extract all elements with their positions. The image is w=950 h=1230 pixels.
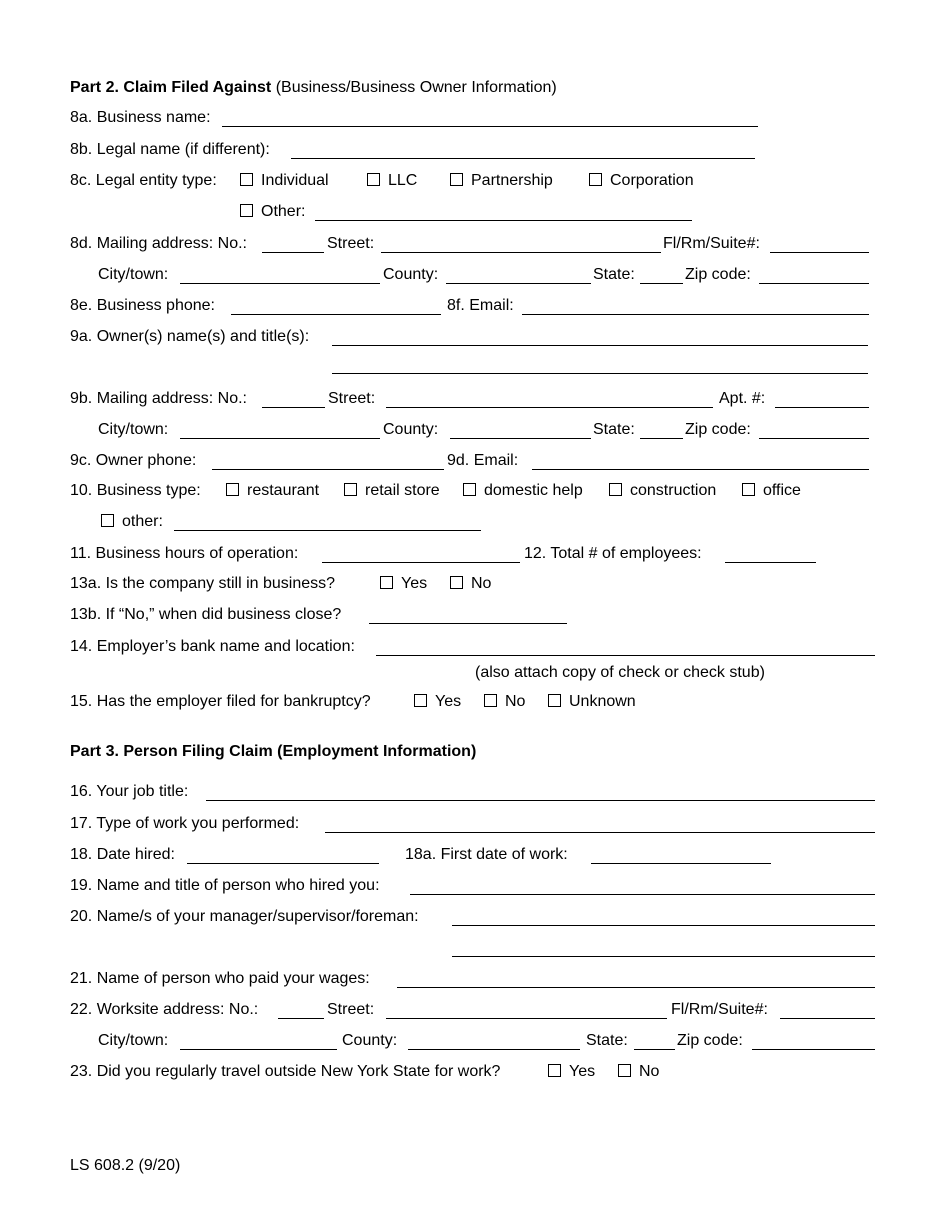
business-zip-label: Zip code: <box>685 266 751 283</box>
business-zip-field[interactable] <box>759 283 869 284</box>
owner-street-field[interactable] <box>386 407 713 408</box>
business-email-field[interactable] <box>522 314 869 315</box>
worksite-street-label: Street: <box>327 1001 375 1018</box>
type-construction-checkbox[interactable] <box>609 483 622 496</box>
owner-city-field[interactable] <box>180 438 380 439</box>
worksite-no-field[interactable] <box>278 1018 324 1019</box>
travel-yes-checkbox[interactable] <box>548 1064 561 1077</box>
business-hours-label: 11. Business hours of operation: <box>70 545 299 562</box>
entity-llc-checkbox[interactable] <box>367 173 380 186</box>
type-of-work-field[interactable] <box>325 832 875 833</box>
entity-corporation-label: Corporation <box>610 172 694 189</box>
worksite-zip-label: Zip code: <box>677 1032 743 1049</box>
legal-name-field[interactable] <box>291 158 755 159</box>
still-in-business-no-checkbox[interactable] <box>450 576 463 589</box>
entity-other-field[interactable] <box>315 220 692 221</box>
date-hired-label: 18. Date hired: <box>70 846 175 863</box>
travel-outside-ny-label: 23. Did you regularly travel outside New York State for work? <box>70 1063 501 1080</box>
still-in-business-yes-checkbox[interactable] <box>380 576 393 589</box>
legal-name-label: 8b. Legal name (if different): <box>70 141 270 158</box>
business-street-label: Street: <box>327 235 375 252</box>
business-fl-rm-suite-label: Fl/Rm/Suite#: <box>663 235 760 252</box>
bankruptcy-label: 15. Has the employer filed for bankruptcy? <box>70 693 371 710</box>
business-phone-label: 8e. Business phone: <box>70 297 215 314</box>
date-hired-field[interactable] <box>187 863 379 864</box>
entity-partnership-checkbox[interactable] <box>450 173 463 186</box>
type-restaurant-label: restaurant <box>247 482 320 499</box>
total-employees-field[interactable] <box>725 562 816 563</box>
business-name-label: 8a. Business name: <box>70 109 211 126</box>
travel-no-label: No <box>639 1063 660 1080</box>
business-hours-field[interactable] <box>322 562 520 563</box>
paid-by-field[interactable] <box>397 987 875 988</box>
entity-llc-label: LLC <box>388 172 418 189</box>
bankruptcy-unknown-label: Unknown <box>569 693 636 710</box>
bank-name-field[interactable] <box>376 655 875 656</box>
business-county-field[interactable] <box>446 283 591 284</box>
total-employees-label: 12. Total # of employees: <box>524 545 702 562</box>
owner-address-no-field[interactable] <box>262 407 325 408</box>
first-date-of-work-field[interactable] <box>591 863 771 864</box>
still-in-business-no-label: No <box>471 575 492 592</box>
owner-state-field[interactable] <box>640 438 683 439</box>
still-in-business-yes-label: Yes <box>401 575 428 592</box>
worksite-street-field[interactable] <box>386 1018 667 1019</box>
worksite-city-field[interactable] <box>180 1049 337 1050</box>
owner-street-label: Street: <box>328 390 376 407</box>
job-title-field[interactable] <box>206 800 875 801</box>
owner-county-label: County: <box>383 421 439 438</box>
owner-phone-label: 9c. Owner phone: <box>70 452 197 469</box>
bankruptcy-no-label: No <box>505 693 526 710</box>
bankruptcy-yes-checkbox[interactable] <box>414 694 427 707</box>
type-restaurant-checkbox[interactable] <box>226 483 239 496</box>
manager-label: 20. Name/s of your manager/supervisor/foreman: <box>70 908 419 925</box>
still-in-business-label: 13a. Is the company still in business? <box>70 575 336 592</box>
entity-other-label: Other: <box>261 203 306 220</box>
type-construction-label: construction <box>630 482 717 499</box>
type-retail-store-checkbox[interactable] <box>344 483 357 496</box>
bankruptcy-yes-label: Yes <box>435 693 462 710</box>
type-other-field[interactable] <box>174 530 481 531</box>
owner-zip-field[interactable] <box>759 438 869 439</box>
type-other-label: other: <box>122 513 163 530</box>
entity-corporation-checkbox[interactable] <box>589 173 602 186</box>
owner-address-label: 9b. Mailing address: No.: <box>70 390 247 407</box>
type-domestic-help-checkbox[interactable] <box>463 483 476 496</box>
business-name-field[interactable] <box>222 126 758 127</box>
worksite-fl-rm-suite-field[interactable] <box>780 1018 875 1019</box>
business-county-label: County: <box>383 266 439 283</box>
business-city-label: City/town: <box>98 266 169 283</box>
business-email-label: 8f. Email: <box>447 297 514 314</box>
business-street-field[interactable] <box>381 252 661 253</box>
owner-names-label: 9a. Owner(s) name(s) and title(s): <box>70 328 310 345</box>
travel-no-checkbox[interactable] <box>618 1064 631 1077</box>
worksite-state-label: State: <box>586 1032 628 1049</box>
entity-other-checkbox[interactable] <box>240 204 253 217</box>
owner-names-field-2[interactable] <box>332 373 868 374</box>
manager-field-2[interactable] <box>452 956 875 957</box>
worksite-address-label: 22. Worksite address: No.: <box>70 1001 259 1018</box>
entity-partnership-label: Partnership <box>471 172 553 189</box>
business-state-field[interactable] <box>640 283 683 284</box>
business-city-field[interactable] <box>180 283 380 284</box>
owner-email-field[interactable] <box>532 469 869 470</box>
worksite-county-label: County: <box>342 1032 398 1049</box>
business-type-label: 10. Business type: <box>70 482 201 499</box>
hired-by-field[interactable] <box>410 894 875 895</box>
worksite-city-label: City/town: <box>98 1032 169 1049</box>
owner-apt-field[interactable] <box>775 407 869 408</box>
type-retail-store-label: retail store <box>365 482 440 499</box>
travel-yes-label: Yes <box>569 1063 596 1080</box>
owner-zip-label: Zip code: <box>685 421 751 438</box>
worksite-state-field[interactable] <box>634 1049 675 1050</box>
type-domestic-help-label: domestic help <box>484 482 583 499</box>
manager-field[interactable] <box>452 925 875 926</box>
legal-entity-label: 8c. Legal entity type: <box>70 172 217 189</box>
business-state-label: State: <box>593 266 635 283</box>
worksite-zip-field[interactable] <box>752 1049 875 1050</box>
bankruptcy-unknown-checkbox[interactable] <box>548 694 561 707</box>
worksite-fl-rm-suite-label: Fl/Rm/Suite#: <box>671 1001 768 1018</box>
type-office-checkbox[interactable] <box>742 483 755 496</box>
owner-names-field[interactable] <box>332 345 868 346</box>
owner-email-label: 9d. Email: <box>447 452 519 469</box>
hired-by-label: 19. Name and title of person who hired you: <box>70 877 380 894</box>
part3-heading: Part 3. Person Filing Claim (Employment Information) <box>70 743 477 760</box>
worksite-county-field[interactable] <box>408 1049 580 1050</box>
entity-individual-checkbox[interactable] <box>240 173 253 186</box>
bank-name-label: 14. Employer’s bank name and location: <box>70 638 355 655</box>
paid-by-label: 21. Name of person who paid your wages: <box>70 970 370 987</box>
bankruptcy-no-checkbox[interactable] <box>484 694 497 707</box>
owner-city-label: City/town: <box>98 421 169 438</box>
bank-note: (also attach copy of check or check stub) <box>475 664 765 681</box>
business-address-no-field[interactable] <box>262 252 324 253</box>
business-address-label: 8d. Mailing address: No.: <box>70 235 247 252</box>
owner-county-field[interactable] <box>450 438 591 439</box>
job-title-label: 16. Your job title: <box>70 783 189 800</box>
business-close-date-label: 13b. If “No,” when did business close? <box>70 606 342 623</box>
owner-apt-label: Apt. #: <box>719 390 766 407</box>
owner-state-label: State: <box>593 421 635 438</box>
type-other-checkbox[interactable] <box>101 514 114 527</box>
form-id: LS 608.2 (9/20) <box>70 1157 181 1174</box>
business-fl-rm-suite-field[interactable] <box>770 252 869 253</box>
type-of-work-label: 17. Type of work you performed: <box>70 815 300 832</box>
type-office-label: office <box>763 482 801 499</box>
first-date-of-work-label: 18a. First date of work: <box>405 846 568 863</box>
business-phone-field[interactable] <box>231 314 441 315</box>
owner-phone-field[interactable] <box>212 469 444 470</box>
entity-individual-label: Individual <box>261 172 329 189</box>
business-close-date-field[interactable] <box>369 623 567 624</box>
